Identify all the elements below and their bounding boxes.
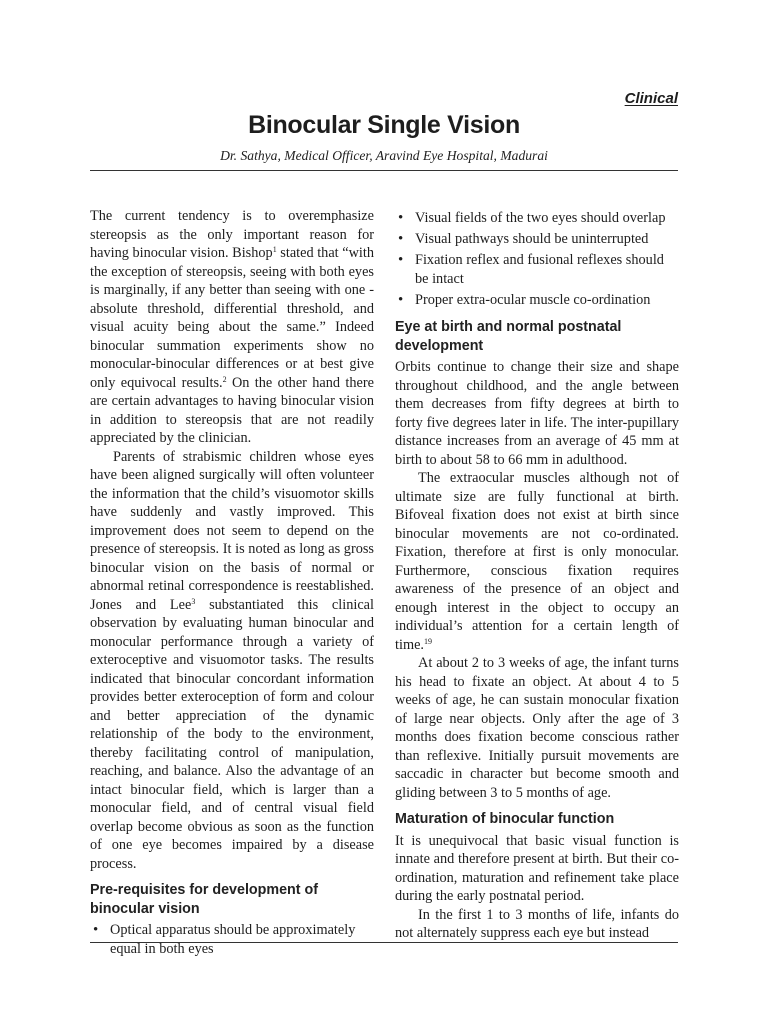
first-months-paragraph: In the first 1 to 3 months of life, infants do not alternately suppress each eye but instead	[395, 906, 679, 941]
list-item: • Proper extra-ocular muscle co-ordination	[395, 291, 679, 310]
parents-paragraph: Parents of strabismic children whose eyes have been aligned surgically will often volunteer the information that the child’s visuomotor skills have suddenly and vastly improved. This improvement does not seem to depend on the presence of stereopsis. It is noted as long as gross binocular vision on the basis of normal or abnormal retinal correspondence is reestablished. Jones and Lee$^3$ substantiated this clinical observation by evaluating human binocular and monocular performance through a variety of exteroceptive and visuomotor tasks. The results indicated that binocular concordant information provides better exteroception of form and colour and better appreciation of the dynamic relationship of the body to the environment, thereby facilitating control of manipulation, reaching, and balance. Also the advantage of an intact binocular field, which is larger than a monocular field, and of central visual field overlap become obvious as soon as the function of one eye becomes impaired by a disease process.	[90, 448, 374, 872]
prerequisite-list	[90, 921, 374, 959]
section-label: Clinical	[624, 90, 678, 107]
list-item: • Optical apparatus should be approximately equal in both eyes	[90, 921, 374, 959]
article-title: Binocular Single Vision	[248, 111, 520, 139]
heading-maturation: Maturation of binocular function	[395, 811, 615, 827]
left-column	[90, 207, 374, 961]
right-column	[395, 209, 679, 943]
list-item: • Visual fields of the two eyes should overlap	[395, 209, 679, 228]
author-byline: Dr. Sathya, Medical Officer, Aravind Eye Hospital, Madurai	[220, 148, 548, 163]
unequivocal-paragraph: It is unequivocal that basic visual function is innate and therefore present at birth. But their co-ordination, maturation and refinement take place during the early postnatal period.	[395, 832, 679, 904]
citation-ref: 1	[272, 245, 277, 254]
footer-divider	[90, 942, 678, 943]
citation-ref: 19	[424, 636, 432, 646]
citation-ref: 3	[191, 596, 196, 606]
prerequisite-list-continued	[395, 209, 679, 310]
intro-paragraph: The current tendency is to overemphasize stereopsis as the only important reason for having binocular vision. Bishop$^1$ stated that “with the exception of stereopsis, seeing with both eyes is marginally, if any better than seeing with one - absolute threshold, differential threshold, and visual acuity being about the same.” Indeed binocular summation experiments show no monocular-binocular differences or at best give only equivocal results.$^2$ On the other hand there are certain advantages to having binocular vision in addition to stereopsis that are not readily appreciated by the clinician.	[90, 208, 374, 446]
list-item: • Fixation reflex and fusional reflexes should be intact	[395, 251, 679, 289]
header-divider	[90, 170, 678, 171]
fixation-age-paragraph: At about 2 to 3 weeks of age, the infant turns his head to fixate an object. At about 4 to 5 weeks of age, he can sustain monocular fixation of large near objects. Only after the age of 3 months does fixation become conscious rather than reflexive. Initially pursuit movements are saccadic in character but become smooth and gliding between 3 to 5 months of age.	[395, 655, 679, 801]
citation-ref: 2	[222, 374, 227, 384]
extraocular-paragraph: The extraocular muscles although not of ultimate size are fully functional at birth. Bifoveal fixation does not exist at birth since binocular movements are not co-ordinated. Fixation, therefore at first is only monocular. Furthermore, conscious fixation requires awareness of the presence of an object and enough interest in the object to occupy an individual’s attention for a certain length of time.$^{19}$	[395, 470, 679, 653]
list-item: • Visual pathways should be uninterrupted	[395, 230, 679, 249]
heading-eye-at-birth: Eye at birth and normal postnatal development	[395, 319, 622, 354]
orbits-paragraph: Orbits continue to change their size and shape throughout childhood, and the angle between them decreases from fifty degrees at birth to forty five degrees later in life. The inter-pupillary distance increases from an average of 45 mm at birth to about 58 to 66 mm in adulthood.	[395, 359, 679, 468]
heading-prerequisites: Pre-requisites for development of binocular vision	[90, 882, 319, 917]
